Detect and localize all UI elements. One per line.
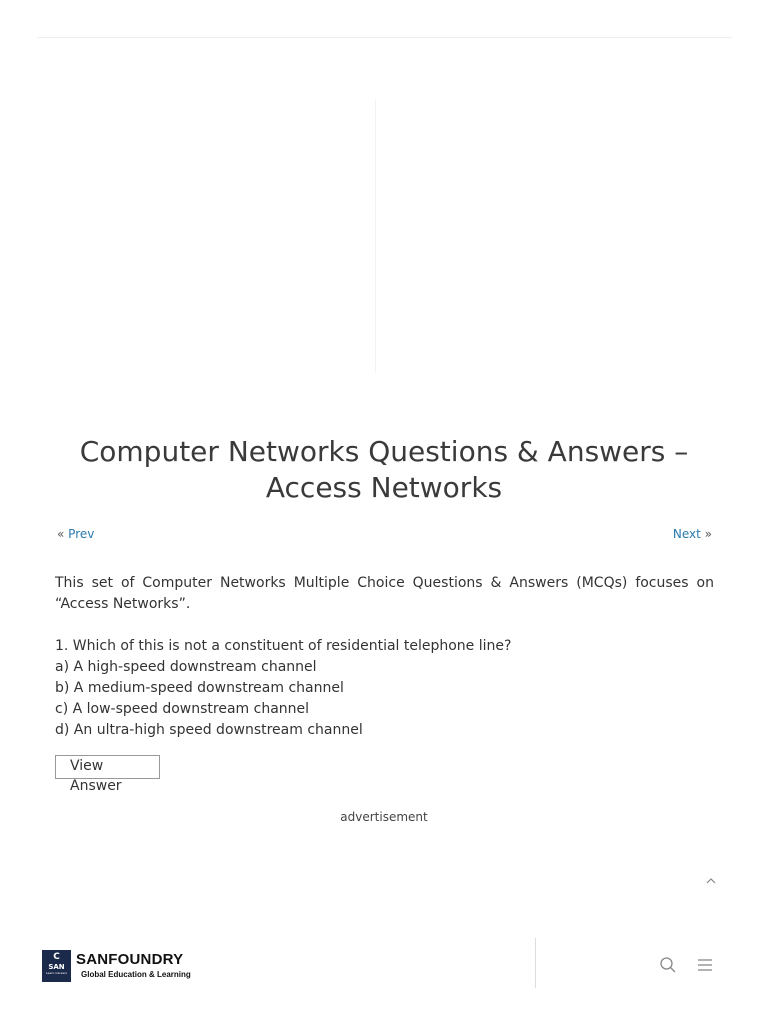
- hamburger-menu-icon: [695, 955, 715, 975]
- page-title: Computer Networks Questions & Answers – Access Networks: [79, 435, 689, 504]
- advertisement-label: advertisement: [340, 810, 428, 824]
- logo-tagline: Global Education & Learning: [81, 970, 191, 979]
- next-arrow: »: [704, 527, 712, 541]
- search-icon: [658, 955, 678, 975]
- option-d: d) An ultra-high speed downstream channel: [55, 722, 363, 738]
- article-content: [55, 573, 714, 741]
- prev-nav: [57, 527, 94, 541]
- ad-area-divider: [375, 100, 376, 372]
- site-logo[interactable]: [42, 950, 202, 984]
- prev-link[interactable]: Prev: [68, 527, 95, 541]
- menu-button[interactable]: [695, 955, 715, 975]
- option-c: c) A low-speed downstream channel: [55, 701, 310, 717]
- question-block: [55, 636, 714, 741]
- footer-divider: [535, 938, 536, 988]
- prev-next-nav: [57, 527, 712, 543]
- logo-badge: [42, 950, 71, 982]
- question-text: 1. Which of this is not a constituent of residential telephone line?: [55, 638, 512, 654]
- logo-badge-c: C: [53, 952, 60, 962]
- header-divider: [37, 37, 732, 38]
- search-button[interactable]: [658, 955, 678, 975]
- next-nav: [673, 527, 712, 541]
- next-link[interactable]: Next: [672, 527, 701, 541]
- intro-text: This set of Computer Networks Multiple Choice Questions & Answers (MCQs) focuses on “Access Networks”.: [55, 575, 714, 612]
- logo-badge-san: SAN: [48, 963, 65, 971]
- option-a: a) A high-speed downstream channel: [55, 659, 317, 675]
- logo-name: SANFOUNDRY: [76, 951, 184, 968]
- view-answer-button[interactable]: View Answer: [55, 755, 160, 779]
- option-b: b) A medium-speed downstream channel: [55, 680, 344, 696]
- logo-badge-tiny: Learn Careers: [46, 971, 67, 975]
- scroll-to-top-button[interactable]: [702, 872, 720, 888]
- prev-arrow: «: [57, 527, 65, 541]
- chevron-up-icon: [702, 872, 720, 888]
